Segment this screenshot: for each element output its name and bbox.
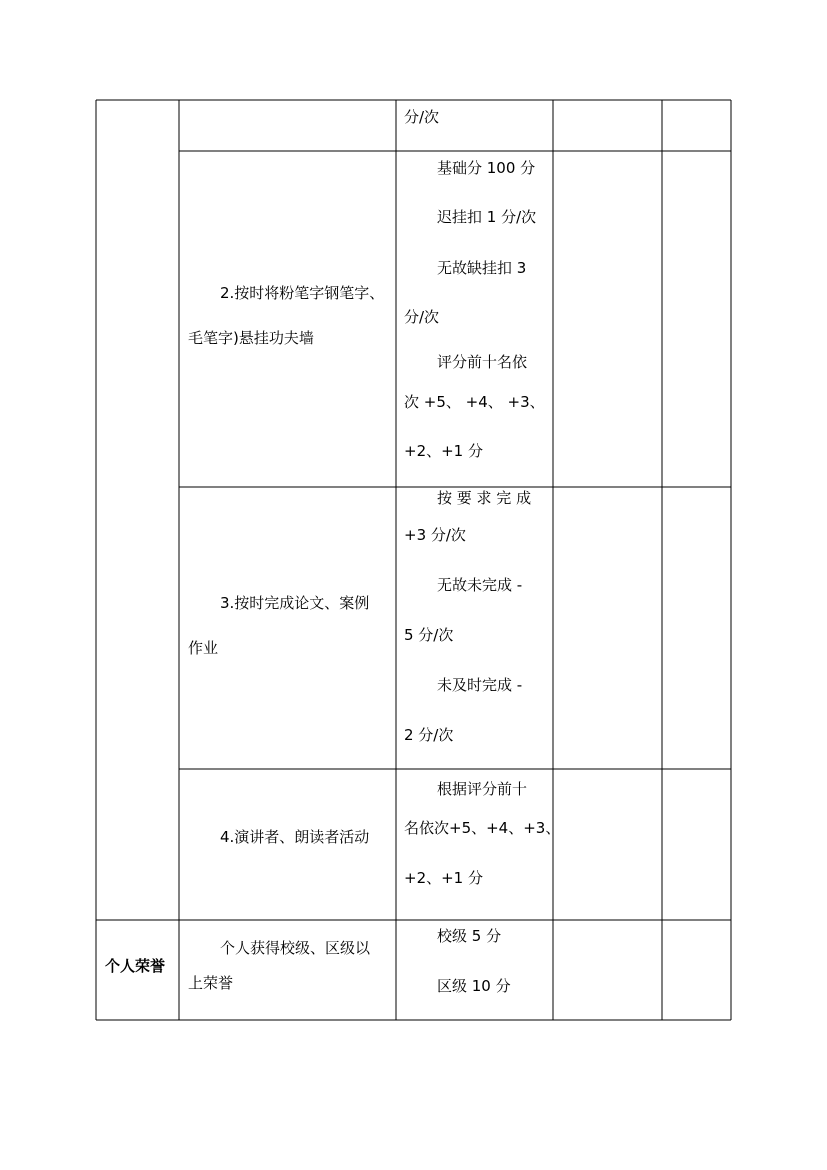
row-3-score-line-1: 根据评分前十 — [437, 780, 528, 798]
row-4-item-line-1: 个人获得校级、区级以 — [220, 939, 371, 957]
row-3-item-line-1: 4.演讲者、朗读者活动 — [220, 828, 370, 846]
row-1-score-line-3: 无故缺挂扣 3 — [437, 259, 527, 277]
row-1-item-line-1: 2.按时将粉笔字钢笔字、 — [220, 284, 385, 302]
row-2-score-line-3: 无故未完成 - — [437, 576, 523, 594]
row-0-score-line-1: 分/次 — [404, 108, 440, 126]
row-1-score-line-5: 评分前十名依 — [437, 353, 528, 371]
row-3-score-line-2: 名依次+5、+4、+3、 — [404, 819, 561, 837]
row-1-score-line-6: 次 +5、 +4、 +3、 — [404, 393, 545, 411]
row-2-score-line-5: 未及时完成 - — [437, 676, 523, 694]
row-4-item-line-2: 上荣誉 — [188, 974, 234, 992]
row-2-score-line-2: +3 分/次 — [404, 526, 466, 544]
row-3-score-line-3: +2、+1 分 — [404, 869, 483, 887]
row-1-score-line-4: 分/次 — [404, 308, 440, 326]
row-2-score-line-4: 5 分/次 — [404, 626, 454, 644]
row-1-item-line-2: 毛笔字)悬挂功夫墙 — [188, 329, 314, 347]
row-1-score-line-1: 基础分 100 分 — [437, 159, 536, 177]
row-4-score-line-1: 校级 5 分 — [437, 927, 502, 945]
row-1-score-line-7: +2、+1 分 — [404, 442, 483, 460]
row-1-score-line-2: 迟挂扣 1 分/次 — [437, 208, 537, 226]
row-2-item-line-2: 作业 — [188, 639, 219, 657]
row-2-score-line-6: 2 分/次 — [404, 726, 454, 744]
row-4-score-line-2: 区级 10 分 — [437, 977, 511, 995]
row-2-score-line-1: 按 要 求 完 成 — [437, 489, 532, 507]
row-2-item-line-1: 3.按时完成论文、案例 — [220, 594, 370, 612]
category-personal-honor: 个人荣誉 — [105, 957, 166, 975]
